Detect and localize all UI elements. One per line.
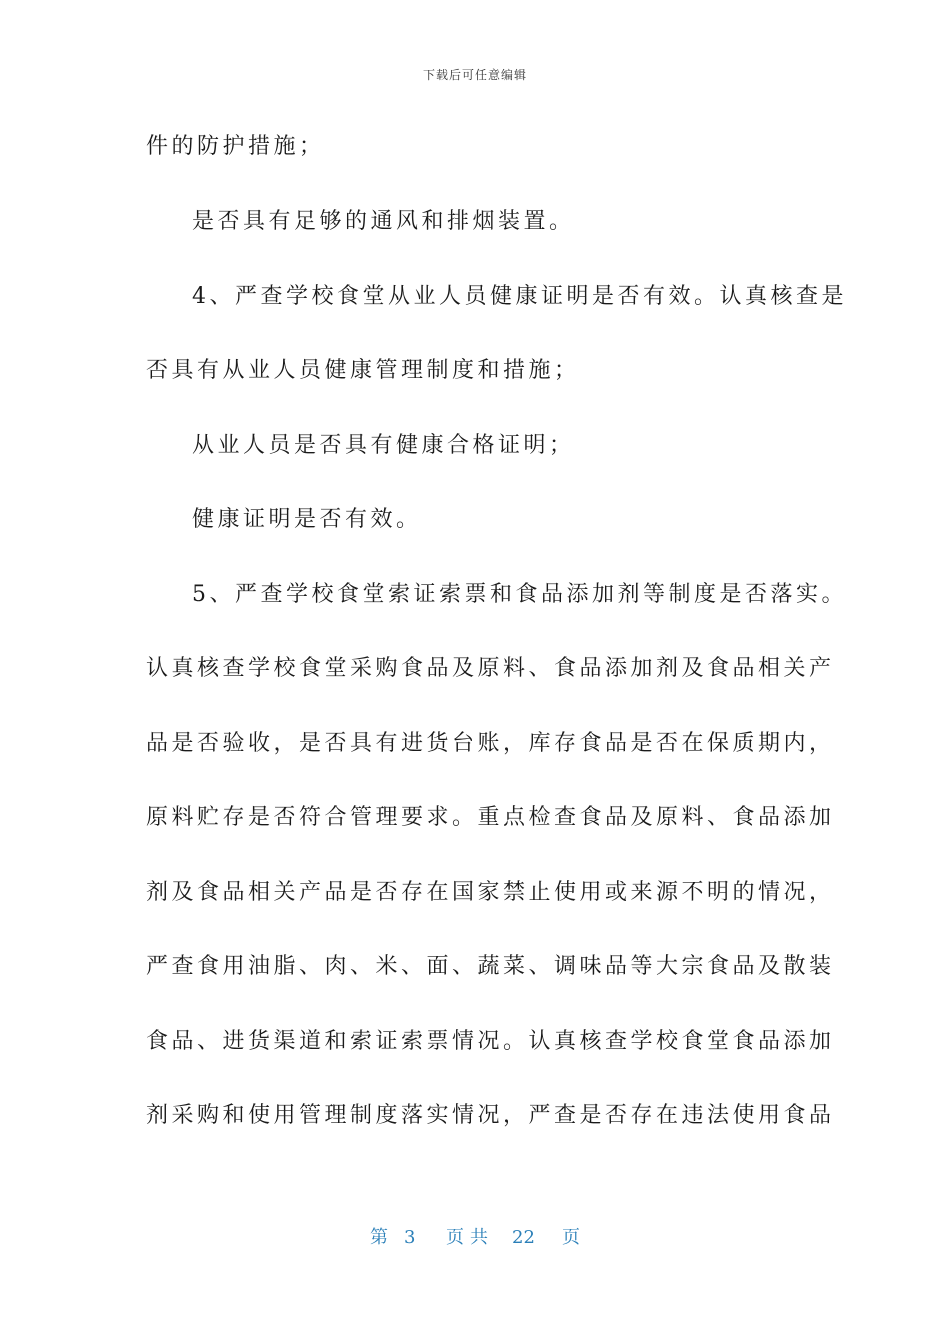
text-line: 健康证明是否有效。 bbox=[192, 507, 422, 532]
text-line: 认真核查学校食堂采购食品及原料、食品添加剂及食品相关产 bbox=[146, 656, 835, 681]
page-header: 下载后可任意编辑 bbox=[422, 68, 527, 82]
text-line: 件的防护措施； bbox=[146, 134, 325, 159]
text-line: 从业人员是否具有健康合格证明； bbox=[192, 433, 575, 458]
text-line: 原料贮存是否符合管理要求。重点检查食品及原料、食品添加 bbox=[146, 805, 835, 830]
text-line: 4、严查学校食堂从业人员健康证明是否有效。认真核查是 bbox=[192, 284, 847, 309]
text-line: 剂及食品相关产品是否存在国家禁止使用或来源不明的情况， bbox=[146, 880, 835, 905]
text-line: 严查食用油脂、肉、米、面、蔬菜、调味品等大宗食品及散装 bbox=[146, 954, 835, 979]
text-line: 食品、进货渠道和索证索票情况。认真核查学校食堂食品添加 bbox=[146, 1029, 835, 1054]
current-page-number: 3 bbox=[404, 1227, 416, 1248]
page-label-prefix: 第 bbox=[370, 1227, 388, 1248]
text-line: 是否具有足够的通风和排烟装置。 bbox=[192, 209, 575, 234]
text-line: 否具有从业人员健康管理制度和措施； bbox=[146, 358, 580, 383]
page-label-mid: 页共 bbox=[446, 1227, 494, 1248]
text-line: 5、严查学校食堂索证索票和食品添加剂等制度是否落实。 bbox=[192, 582, 847, 607]
text-line: 剂采购和使用管理制度落实情况，严查是否存在违法使用食品 bbox=[146, 1103, 835, 1128]
total-pages: 22 bbox=[512, 1227, 535, 1248]
page-label-suffix: 页 bbox=[562, 1227, 580, 1248]
text-line: 品是否验收，是否具有进货台账，库存食品是否在保质期内， bbox=[146, 731, 835, 756]
